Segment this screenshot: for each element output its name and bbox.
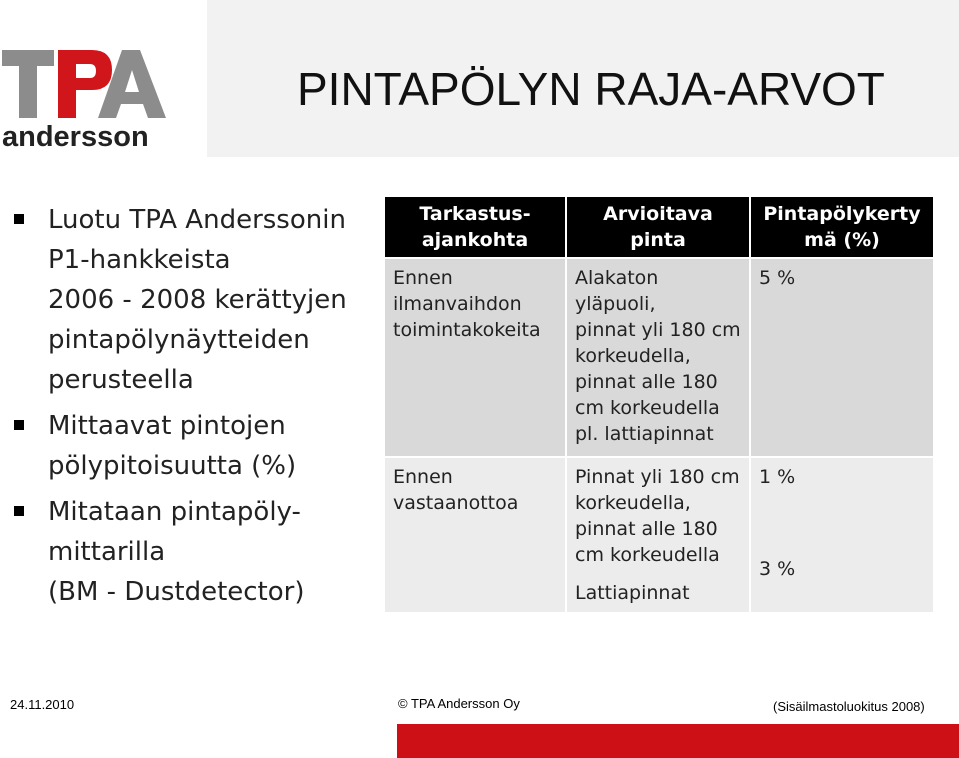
footer-source: (Sisäilmastoluokitus 2008) [773, 699, 925, 714]
cell-percent: 5 % [751, 259, 933, 456]
logo-wordmark: andersson [2, 121, 149, 153]
square-bullet-icon [14, 214, 24, 224]
footer-copyright: © TPA Andersson Oy [398, 696, 520, 711]
table-header-row [385, 197, 933, 257]
cell-percent: 1 % 3 % [751, 458, 933, 612]
limit-values-table [383, 195, 935, 614]
page-title: PINTAPÖLYN RAJA-ARVOT [297, 63, 885, 115]
header-percent: Pintapölykerty mä (%) [751, 197, 933, 257]
bullet-item [12, 406, 382, 486]
bullet-text: Mittaavat pintojen pölypitoisuutta (%) [48, 411, 297, 481]
footer-accent-bar [397, 724, 959, 758]
header-timing: Tarkastus- ajankohta [385, 197, 565, 257]
table-row [385, 458, 933, 612]
cell-surface: Pinnat yli 180 cm korkeudella, pinnat alle 180 cm korkeudella Lattiapinnat [567, 458, 749, 612]
header-surface: Arvioitava pinta [567, 197, 749, 257]
cell-timing: Ennen vastaanottoa [385, 458, 565, 612]
square-bullet-icon [14, 420, 24, 430]
footer-date: 24.11.2010 [10, 697, 75, 712]
bullet-text: Luotu TPA Anderssonin P1-hankkeista 2006 - 2008 kerättyjen pintapölynäytteiden perusteella [48, 205, 347, 395]
cell-percent-extra: 3 % [759, 558, 796, 580]
table-row [385, 259, 933, 456]
square-bullet-icon [14, 506, 24, 516]
bullet-item [12, 492, 382, 612]
bullet-list [12, 200, 382, 618]
cell-surface-extra: Lattiapinnat [575, 582, 690, 604]
cell-timing: Ennen ilmanvaihdon toimintakokeita [385, 259, 565, 456]
bullet-item [12, 200, 382, 400]
cell-surface: Alakaton yläpuoli, pinnat yli 180 cm korkeudella, pinnat alle 180 cm korkeudella pl. lattiapinnat [567, 259, 749, 456]
bullet-text: Mitataan pintapöly- mittarilla (BM - Dustdetector) [48, 497, 305, 607]
